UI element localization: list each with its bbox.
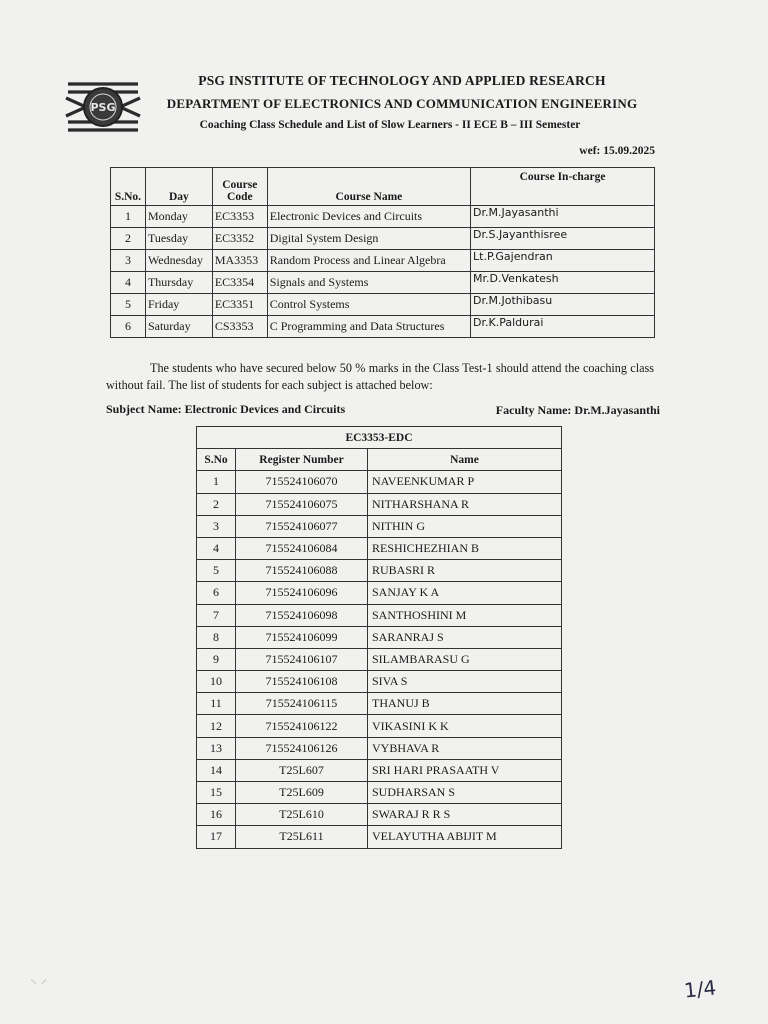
schedule-row [111,228,655,250]
student-register-number: 715524106088 [236,560,368,582]
student-name: VYBHAVA R [368,737,562,759]
student-sno: 11 [197,693,236,715]
svg-text:PSG: PSG [90,101,116,114]
effective-date: wef: 15.09.2025 [579,145,655,157]
student-register-number: 715524106098 [236,604,368,626]
table-row [197,826,562,848]
document-subtitle: Coaching Class Schedule and List of Slow Learners - II ECE B – III Semester [199,119,581,131]
student-register-number: 715524106070 [236,471,368,493]
student-name: SANJAY K A [368,582,562,604]
schedule-sno: 1 [111,206,146,228]
schedule-day: Saturday [145,316,212,338]
schedule-incharge: Dr.K.Paldurai [471,316,655,338]
student-sno: 1 [197,471,236,493]
table-row [197,782,562,804]
students-table [196,426,562,849]
col-header-day: Day [145,168,212,206]
student-register-number: T25L610 [236,804,368,826]
department-name: DEPARTMENT OF ELECTRONICS AND COMMUNICATION ENGINEERING [166,96,638,111]
schedule-course-name: Digital System Design [267,228,470,250]
student-sno: 8 [197,626,236,648]
students-header-row [197,449,562,471]
student-register-number: 715524106075 [236,493,368,515]
student-sno: 7 [197,604,236,626]
schedule-day: Tuesday [145,228,212,250]
subject-name: Subject Name: Electronic Devices and Circuits [106,402,346,416]
student-register-number: 715524106126 [236,737,368,759]
table-row [197,604,562,626]
student-register-number: 715524106096 [236,582,368,604]
schedule-table [110,167,655,338]
faculty-name: Faculty Name: Dr.M.Jayasanthi [495,403,660,417]
table-row [197,493,562,515]
schedule-course-name: Random Process and Linear Algebra [267,250,470,272]
col-header-sno: S.No. [111,168,146,206]
students-table-title: EC3353-EDC [197,427,562,449]
student-name: NITHIN G [368,515,562,537]
schedule-row [111,272,655,294]
col-header-register: Register Number [236,449,368,471]
institute-name: PSG INSTITUTE OF TECHNOLOGY AND APPLIED RESEARCH [198,73,606,88]
student-sno: 6 [197,582,236,604]
student-sno: 17 [197,826,236,848]
student-register-number: 715524106108 [236,671,368,693]
schedule-sno: 6 [111,316,146,338]
student-register-number: T25L609 [236,782,368,804]
table-row [197,671,562,693]
schedule-incharge: Lt.P.Gajendran [471,250,655,272]
schedule-course-code: EC3353 [212,206,267,228]
schedule-course-name: Electronic Devices and Circuits [267,206,470,228]
schedule-course-code: EC3352 [212,228,267,250]
student-name: SARANRAJ S [368,626,562,648]
table-row [197,582,562,604]
schedule-sno: 2 [111,228,146,250]
schedule-day: Thursday [145,272,212,294]
schedule-day: Wednesday [145,250,212,272]
student-sno: 12 [197,715,236,737]
student-name: VIKASINI K K [368,715,562,737]
table-row [197,715,562,737]
table-row [197,515,562,537]
col-header-name: Name [368,449,562,471]
student-sno: 4 [197,537,236,559]
table-row [197,648,562,670]
student-name: RESHICHEZHIAN B [368,537,562,559]
schedule-course-name: Signals and Systems [267,272,470,294]
table-row [197,804,562,826]
col-header-incharge: Course In-charge [471,168,655,206]
col-header-sno: S.No [197,449,236,471]
schedule-course-name: Control Systems [267,294,470,316]
schedule-header-row [111,168,655,206]
student-name: NITHARSHANA R [368,493,562,515]
instruction-paragraph: The students who have secured below 50 % marks in the Class Test-1 should attend the coaching class without fail. The list of students for each subject is attached below: [106,361,654,392]
student-sno: 5 [197,560,236,582]
student-register-number: 715524106084 [236,537,368,559]
schedule-sno: 4 [111,272,146,294]
table-row [197,626,562,648]
page-number: 1/4 [682,975,718,1003]
schedule-sno: 5 [111,294,146,316]
student-name: SIVA S [368,671,562,693]
schedule-sno: 3 [111,250,146,272]
schedule-row [111,316,655,338]
student-register-number: 715524106099 [236,626,368,648]
student-register-number: T25L611 [236,826,368,848]
table-row [197,537,562,559]
student-name: SUDHARSAN S [368,782,562,804]
table-row [197,737,562,759]
student-sno: 10 [197,671,236,693]
table-row [197,693,562,715]
schedule-course-name: C Programming and Data Structures [267,316,470,338]
schedule-incharge: Mr.D.Venkatesh [471,272,655,294]
table-row [197,759,562,781]
schedule-course-code: CS3353 [212,316,267,338]
student-sno: 2 [197,493,236,515]
student-sno: 3 [197,515,236,537]
student-sno: 16 [197,804,236,826]
schedule-row [111,294,655,316]
student-register-number: 715524106077 [236,515,368,537]
student-register-number: 715524106122 [236,715,368,737]
student-name: SANTHOSHINI M [368,604,562,626]
schedule-course-code: MA3353 [212,250,267,272]
student-name: RUBASRI R [368,560,562,582]
student-name: SILAMBARASU G [368,648,562,670]
schedule-day: Friday [145,294,212,316]
student-name: THANUJ B [368,693,562,715]
schedule-row [111,250,655,272]
student-name: NAVEENKUMAR P [368,471,562,493]
institute-logo [64,72,142,142]
schedule-row [111,206,655,228]
schedule-incharge: Dr.M.Jayasanthi [471,206,655,228]
schedule-course-code: EC3354 [212,272,267,294]
student-name: SRI HARI PRASAATH V [368,759,562,781]
table-row [197,560,562,582]
student-register-number: 715524106115 [236,693,368,715]
table-row [197,471,562,493]
student-name: VELAYUTHA ABIJIT M [368,826,562,848]
col-header-code: Course Code [212,168,267,206]
student-register-number: T25L607 [236,759,368,781]
scan-mark: ⸌ ⸍ [30,978,48,993]
student-sno: 14 [197,759,236,781]
schedule-incharge: Dr.S.Jayanthisree [471,228,655,250]
student-name: SWARAJ R R S [368,804,562,826]
student-sno: 15 [197,782,236,804]
schedule-incharge: Dr.M.Jothibasu [471,294,655,316]
student-register-number: 715524106107 [236,648,368,670]
student-sno: 13 [197,737,236,759]
schedule-course-code: EC3351 [212,294,267,316]
students-title-row [197,427,562,449]
student-sno: 9 [197,648,236,670]
col-header-course-name: Course Name [267,168,470,206]
schedule-day: Monday [145,206,212,228]
